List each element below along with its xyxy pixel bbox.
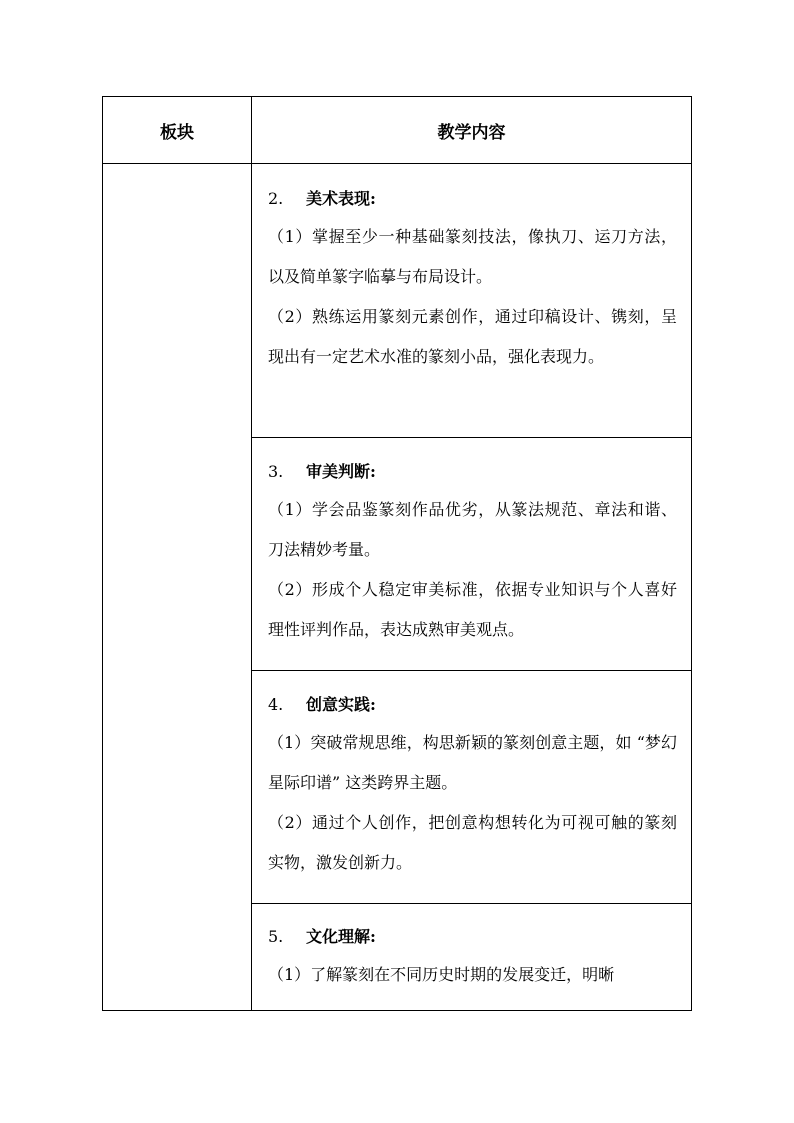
- section-paragraph: （1）掌握至少一种基础篆刻技法，像执刀、运刀方法，以及简单篆字临摹与布局设计。: [268, 227, 677, 286]
- section-title: 文化理解:: [306, 927, 376, 946]
- section-paragraph: （2）形成个人稳定审美标准，依据专业知识与个人喜好理性评判作品，表达成熟审美观点。: [268, 580, 677, 639]
- section-number: 2.: [268, 189, 284, 208]
- section-number: 4.: [268, 695, 284, 714]
- section-number: 3.: [268, 462, 284, 481]
- section-cultural-understanding: [252, 919, 691, 995]
- row-divider: [252, 670, 691, 671]
- section-heading: [268, 687, 677, 723]
- section-heading: [268, 454, 677, 490]
- content-table: [102, 96, 692, 1011]
- section-aesthetic-judgment: [252, 454, 691, 650]
- section-paragraph: （1）突破常规思维，构思新颖的篆刻创意主题，如 “梦幻星际印谱” 这类跨界主题。: [268, 733, 677, 792]
- section-number: 5.: [268, 927, 284, 946]
- section-title: 审美判断:: [306, 462, 376, 481]
- row-divider: [252, 437, 691, 438]
- section-paragraph: （2）熟练运用篆刻元素创作，通过印稿设计、镌刻，呈现出有一定艺术水准的篆刻小品，强化表现力。: [268, 307, 677, 366]
- section-heading: [268, 181, 677, 217]
- section-art-expression: [252, 181, 691, 377]
- header-row-divider: [103, 163, 691, 164]
- header-teaching-content: 教学内容: [437, 122, 506, 143]
- section-title: 美术表现:: [306, 189, 376, 208]
- section-heading: [268, 919, 677, 955]
- section-paragraph: （1）学会品鉴篆刻作品优劣，从篆法规范、章法和谐、刀法精妙考量。: [268, 500, 677, 559]
- section-paragraph: （2）通过个人创作，把创意构想转化为可视可触的篆刻实物，激发创新力。: [268, 813, 677, 872]
- section-creative-practice: [252, 687, 691, 883]
- section-paragraph: （1）了解篆刻在不同历史时期的发展变迁，明晰: [268, 965, 615, 984]
- header-block: 板块: [160, 122, 194, 143]
- row-divider: [252, 903, 691, 904]
- section-title: 创意实践:: [306, 695, 376, 714]
